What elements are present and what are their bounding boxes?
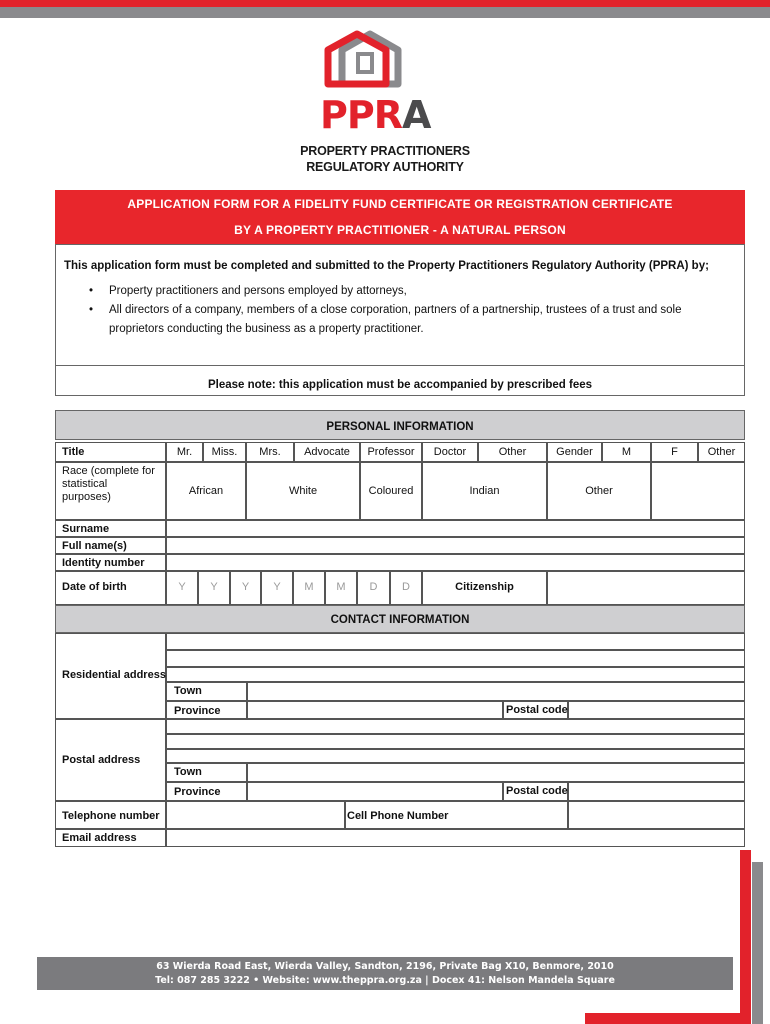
postal-town-input[interactable] bbox=[247, 763, 745, 782]
footer-red-accent bbox=[740, 850, 751, 1024]
gender-option-m[interactable]: M bbox=[602, 442, 651, 462]
residential-address-line2[interactable] bbox=[166, 650, 745, 667]
top-red-stripe bbox=[0, 0, 770, 7]
eligibility-list bbox=[64, 282, 736, 339]
fullname-label: Full name(s) bbox=[55, 537, 166, 554]
race-option-coloured[interactable]: Coloured bbox=[360, 462, 422, 520]
form-title-banner bbox=[55, 190, 745, 244]
postal-address-label: Postal address bbox=[55, 719, 166, 801]
postal-province-label: Province bbox=[166, 782, 247, 801]
identity-number-input[interactable] bbox=[166, 554, 745, 571]
race-option-african[interactable]: African bbox=[166, 462, 246, 520]
footer-gray-accent bbox=[752, 862, 763, 1024]
citizenship-label: Citizenship bbox=[422, 571, 547, 605]
form-title-line1: APPLICATION FORM FOR A FIDELITY FUND CERTIFICATE OR REGISTRATION CERTIFICATE bbox=[127, 197, 673, 211]
postal-postal-code-input[interactable] bbox=[568, 782, 745, 801]
gender-option-other[interactable]: Other bbox=[698, 442, 745, 462]
list-item: • All directors of a company, members of a close corporation, partners of a partnership, trustees of a trust and sole proprietors conducting the business as a property practitioner. bbox=[89, 304, 682, 335]
email-label: Email address bbox=[55, 829, 166, 847]
fees-note: Please note: this application must be accompanied by prescribed fees bbox=[55, 366, 745, 396]
form-title-line2: BY A PROPERTY PRACTITIONER - A NATURAL PERSON bbox=[234, 223, 566, 237]
footer-red-base bbox=[585, 1013, 741, 1024]
postal-address-line2[interactable] bbox=[166, 734, 745, 749]
dob-day-digit[interactable]: D bbox=[357, 571, 390, 605]
footer-address: 63 Wierda Road East, Wierda Valley, Sandton, 2196, Private Bag X10, Benmore, 2010 bbox=[156, 961, 614, 972]
title-option-advocate[interactable]: Advocate bbox=[294, 442, 360, 462]
personal-info-heading: PERSONAL INFORMATION bbox=[55, 410, 745, 440]
brand-wordmark: PPRA bbox=[320, 93, 431, 137]
postal-address-line3[interactable] bbox=[166, 749, 745, 763]
residential-postal-code-input[interactable] bbox=[568, 701, 745, 719]
cell-phone-input[interactable] bbox=[568, 801, 745, 829]
residential-address-line3[interactable] bbox=[166, 667, 745, 682]
dob-year-digit[interactable]: Y bbox=[198, 571, 230, 605]
residential-province-input[interactable] bbox=[247, 701, 503, 719]
dob-label: Date of birth bbox=[55, 571, 166, 605]
top-gray-stripe bbox=[0, 7, 770, 18]
title-option-doctor[interactable]: Doctor bbox=[422, 442, 478, 462]
organisation-name: PROPERTY PRACTITIONERS REGULATORY AUTHORITY bbox=[300, 144, 470, 174]
telephone-input[interactable] bbox=[166, 801, 345, 829]
contact-info-heading: CONTACT INFORMATION bbox=[55, 605, 745, 633]
citizenship-input[interactable] bbox=[547, 571, 745, 605]
race-label: Race (complete for statistical purposes) bbox=[55, 462, 166, 520]
cell-phone-label: Cell Phone Number bbox=[345, 801, 568, 829]
race-option-white[interactable]: White bbox=[246, 462, 360, 520]
postal-town-label: Town bbox=[166, 763, 247, 782]
gender-option-f[interactable]: F bbox=[651, 442, 698, 462]
intro-section bbox=[55, 244, 745, 366]
postal-address-line1[interactable] bbox=[166, 719, 745, 734]
postal-province-input[interactable] bbox=[247, 782, 503, 801]
race-blank-cell bbox=[651, 462, 745, 520]
fullname-input[interactable] bbox=[166, 537, 745, 554]
title-option-professor[interactable]: Professor bbox=[360, 442, 422, 462]
residential-town-label: Town bbox=[166, 682, 247, 701]
dob-month-digit[interactable]: M bbox=[293, 571, 325, 605]
title-option-mrs[interactable]: Mrs. bbox=[246, 442, 294, 462]
surname-label: Surname bbox=[55, 520, 166, 537]
residential-address-label: Residential address bbox=[55, 633, 166, 719]
residential-province-label: Province bbox=[166, 701, 247, 719]
intro-text: This application form must be completed and submitted to the Property Practitioners Regulatory Authority (PPRA) by; bbox=[64, 260, 709, 272]
title-option-miss[interactable]: Miss. bbox=[203, 442, 246, 462]
email-input[interactable] bbox=[166, 829, 745, 847]
dob-year-digit[interactable]: Y bbox=[230, 571, 261, 605]
title-label: Title bbox=[55, 442, 166, 462]
residential-postal-code-label: Postal code bbox=[503, 701, 568, 719]
dob-month-digit[interactable]: M bbox=[325, 571, 357, 605]
residential-town-input[interactable] bbox=[247, 682, 745, 701]
title-option-mr[interactable]: Mr. bbox=[166, 442, 203, 462]
gender-label: Gender bbox=[547, 442, 602, 462]
dob-day-digit[interactable]: D bbox=[390, 571, 422, 605]
race-option-indian[interactable]: Indian bbox=[422, 462, 547, 520]
dob-year-digit[interactable]: Y bbox=[166, 571, 198, 605]
race-option-other[interactable]: Other bbox=[547, 462, 651, 520]
title-option-other[interactable]: Other bbox=[478, 442, 547, 462]
residential-address-line1[interactable] bbox=[166, 633, 745, 650]
telephone-label: Telephone number bbox=[55, 801, 166, 829]
footer-contact-details: Tel: 087 285 3222 • Website: www.theppra.org.za | Docex 41: Nelson Mandela Square bbox=[155, 975, 615, 986]
surname-input[interactable] bbox=[166, 520, 745, 537]
postal-postal-code-label: Postal code bbox=[503, 782, 568, 801]
identity-number-label: Identity number bbox=[55, 554, 166, 571]
list-item: • Property practitioners and persons employed by attorneys, bbox=[89, 285, 407, 297]
dob-year-digit[interactable]: Y bbox=[261, 571, 293, 605]
footer-contact-bar bbox=[37, 957, 733, 990]
